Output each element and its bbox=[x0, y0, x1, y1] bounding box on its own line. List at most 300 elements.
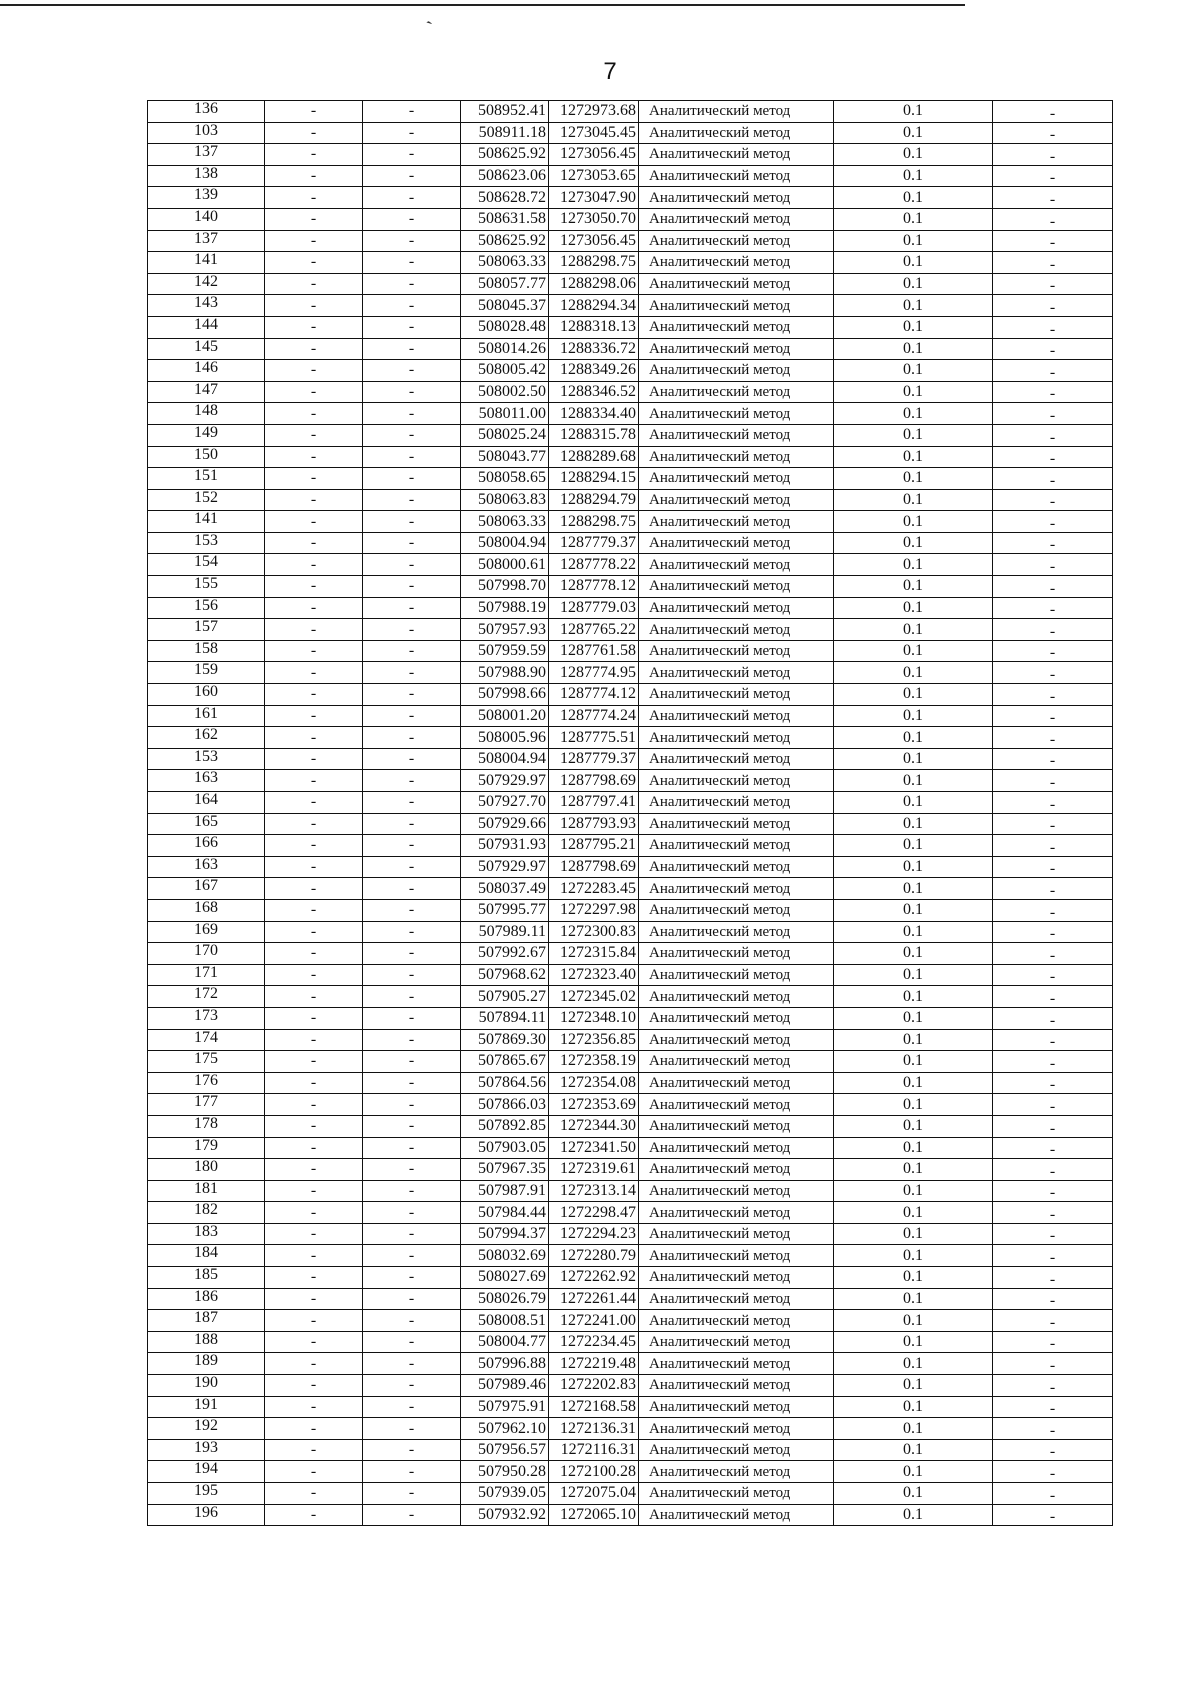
point-number-cell: 161 bbox=[148, 705, 265, 727]
empty-col-2-cell: - bbox=[265, 122, 363, 144]
table-row bbox=[148, 597, 1113, 619]
coord-x-cell: 508001.20 bbox=[461, 705, 549, 727]
table-row bbox=[148, 770, 1113, 792]
coord-x-cell: 508004.94 bbox=[461, 748, 549, 770]
method-cell: Аналитический метод bbox=[639, 554, 834, 576]
empty-col-2-cell: - bbox=[265, 748, 363, 770]
point-number-cell: 160 bbox=[148, 684, 265, 706]
accuracy-cell: 0.1 bbox=[834, 943, 993, 965]
coord-x-cell: 508625.92 bbox=[461, 144, 549, 166]
table-row bbox=[148, 360, 1113, 382]
empty-col-2-cell: - bbox=[265, 899, 363, 921]
empty-col-2-cell: - bbox=[265, 338, 363, 360]
method-cell: Аналитический метод bbox=[639, 187, 834, 209]
table-row bbox=[148, 230, 1113, 252]
coord-x-cell: 508002.50 bbox=[461, 381, 549, 403]
table-row bbox=[148, 446, 1113, 468]
table-row bbox=[148, 964, 1113, 986]
coord-y-cell: 1272219.48 bbox=[549, 1353, 639, 1375]
empty-col-3-cell: - bbox=[363, 899, 461, 921]
coord-x-cell: 507992.67 bbox=[461, 943, 549, 965]
method-cell: Аналитический метод bbox=[639, 619, 834, 641]
method-cell: Аналитический метод bbox=[639, 273, 834, 295]
coord-x-cell: 508063.33 bbox=[461, 252, 549, 274]
table-row bbox=[148, 921, 1113, 943]
empty-col-3-cell: - bbox=[363, 1461, 461, 1483]
point-number-cell: 170 bbox=[148, 943, 265, 965]
accuracy-cell: 0.1 bbox=[834, 835, 993, 857]
method-cell: Аналитический метод bbox=[639, 360, 834, 382]
coord-y-cell: 1272168.58 bbox=[549, 1396, 639, 1418]
coord-x-cell: 508005.96 bbox=[461, 727, 549, 749]
coord-y-cell: 1273053.65 bbox=[549, 165, 639, 187]
coord-x-cell: 507975.91 bbox=[461, 1396, 549, 1418]
empty-col-2-cell: - bbox=[265, 576, 363, 598]
empty-col-3-cell: - bbox=[363, 424, 461, 446]
coord-y-cell: 1287765.22 bbox=[549, 619, 639, 641]
empty-col-8-cell: - bbox=[993, 511, 1113, 533]
table-row bbox=[148, 489, 1113, 511]
empty-col-8-cell: - bbox=[993, 1310, 1113, 1332]
empty-col-3-cell: - bbox=[363, 144, 461, 166]
empty-col-3-cell: - bbox=[363, 338, 461, 360]
coord-y-cell: 1272202.83 bbox=[549, 1375, 639, 1397]
method-cell: Аналитический метод bbox=[639, 489, 834, 511]
coord-y-cell: 1272261.44 bbox=[549, 1288, 639, 1310]
point-number-cell: 178 bbox=[148, 1115, 265, 1137]
coord-x-cell: 507864.56 bbox=[461, 1072, 549, 1094]
coord-x-cell: 507959.59 bbox=[461, 640, 549, 662]
coord-y-cell: 1272283.45 bbox=[549, 878, 639, 900]
empty-col-8-cell: - bbox=[993, 1439, 1113, 1461]
coord-y-cell: 1288349.26 bbox=[549, 360, 639, 382]
coord-y-cell: 1272065.10 bbox=[549, 1504, 639, 1526]
table-row bbox=[148, 640, 1113, 662]
accuracy-cell: 0.1 bbox=[834, 1180, 993, 1202]
empty-col-2-cell: - bbox=[265, 295, 363, 317]
table-row bbox=[148, 1396, 1113, 1418]
empty-col-3-cell: - bbox=[363, 748, 461, 770]
empty-col-2-cell: - bbox=[265, 813, 363, 835]
empty-col-3-cell: - bbox=[363, 1267, 461, 1289]
method-cell: Аналитический метод bbox=[639, 1115, 834, 1137]
empty-col-2-cell: - bbox=[265, 1310, 363, 1332]
coord-x-cell: 507988.90 bbox=[461, 662, 549, 684]
empty-col-8-cell: - bbox=[993, 921, 1113, 943]
empty-col-8-cell: - bbox=[993, 1180, 1113, 1202]
empty-col-3-cell: - bbox=[363, 1310, 461, 1332]
accuracy-cell: 0.1 bbox=[834, 1245, 993, 1267]
empty-col-2-cell: - bbox=[265, 964, 363, 986]
table-row bbox=[148, 1180, 1113, 1202]
coord-x-cell: 507957.93 bbox=[461, 619, 549, 641]
empty-col-3-cell: - bbox=[363, 619, 461, 641]
empty-col-8-cell: - bbox=[993, 1288, 1113, 1310]
accuracy-cell: 0.1 bbox=[834, 576, 993, 598]
accuracy-cell: 0.1 bbox=[834, 1288, 993, 1310]
coord-x-cell: 507989.46 bbox=[461, 1375, 549, 1397]
coord-x-cell: 508004.77 bbox=[461, 1331, 549, 1353]
empty-col-2-cell: - bbox=[265, 1180, 363, 1202]
table-row bbox=[148, 1439, 1113, 1461]
empty-col-2-cell: - bbox=[265, 554, 363, 576]
empty-col-3-cell: - bbox=[363, 532, 461, 554]
accuracy-cell: 0.1 bbox=[834, 1483, 993, 1505]
coord-y-cell: 1272319.61 bbox=[549, 1159, 639, 1181]
coord-y-cell: 1273050.70 bbox=[549, 208, 639, 230]
empty-col-8-cell: - bbox=[993, 792, 1113, 814]
point-number-cell: 172 bbox=[148, 986, 265, 1008]
empty-col-3-cell: - bbox=[363, 468, 461, 490]
empty-col-3-cell: - bbox=[363, 835, 461, 857]
point-number-cell: 143 bbox=[148, 295, 265, 317]
table-row bbox=[148, 511, 1113, 533]
accuracy-cell: 0.1 bbox=[834, 511, 993, 533]
accuracy-cell: 0.1 bbox=[834, 921, 993, 943]
empty-col-8-cell: - bbox=[993, 1094, 1113, 1116]
accuracy-cell: 0.1 bbox=[834, 295, 993, 317]
method-cell: Аналитический метод bbox=[639, 943, 834, 965]
point-number-cell: 154 bbox=[148, 554, 265, 576]
empty-col-8-cell: - bbox=[993, 424, 1113, 446]
point-number-cell: 187 bbox=[148, 1310, 265, 1332]
coord-y-cell: 1287778.22 bbox=[549, 554, 639, 576]
table-row bbox=[148, 792, 1113, 814]
empty-col-2-cell: - bbox=[265, 943, 363, 965]
point-number-cell: 174 bbox=[148, 1029, 265, 1051]
coord-x-cell: 507866.03 bbox=[461, 1094, 549, 1116]
table-row bbox=[148, 273, 1113, 295]
accuracy-cell: 0.1 bbox=[834, 748, 993, 770]
table-row bbox=[148, 1159, 1113, 1181]
empty-col-8-cell: - bbox=[993, 1504, 1113, 1526]
empty-col-2-cell: - bbox=[265, 1483, 363, 1505]
empty-col-2-cell: - bbox=[265, 381, 363, 403]
coord-y-cell: 1288336.72 bbox=[549, 338, 639, 360]
coord-x-cell: 508004.94 bbox=[461, 532, 549, 554]
empty-col-8-cell: - bbox=[993, 532, 1113, 554]
coord-x-cell: 507927.70 bbox=[461, 792, 549, 814]
empty-col-2-cell: - bbox=[265, 1461, 363, 1483]
coord-x-cell: 507967.35 bbox=[461, 1159, 549, 1181]
coord-x-cell: 507968.62 bbox=[461, 964, 549, 986]
method-cell: Аналитический метод bbox=[639, 1245, 834, 1267]
coord-x-cell: 507984.44 bbox=[461, 1202, 549, 1224]
table-row bbox=[148, 684, 1113, 706]
point-number-cell: 173 bbox=[148, 1007, 265, 1029]
point-number-cell: 141 bbox=[148, 252, 265, 274]
coord-y-cell: 1287797.41 bbox=[549, 792, 639, 814]
method-cell: Аналитический метод bbox=[639, 1353, 834, 1375]
empty-col-2-cell: - bbox=[265, 1504, 363, 1526]
point-number-cell: 181 bbox=[148, 1180, 265, 1202]
empty-col-3-cell: - bbox=[363, 705, 461, 727]
table-row bbox=[148, 252, 1113, 274]
table-row bbox=[148, 1094, 1113, 1116]
method-cell: Аналитический метод bbox=[639, 165, 834, 187]
accuracy-cell: 0.1 bbox=[834, 684, 993, 706]
empty-col-2-cell: - bbox=[265, 792, 363, 814]
coord-y-cell: 1288298.75 bbox=[549, 511, 639, 533]
coord-y-cell: 1272116.31 bbox=[549, 1439, 639, 1461]
point-number-cell: 147 bbox=[148, 381, 265, 403]
empty-col-2-cell: - bbox=[265, 1072, 363, 1094]
method-cell: Аналитический метод bbox=[639, 403, 834, 425]
point-number-cell: 136 bbox=[148, 101, 265, 123]
empty-col-8-cell: - bbox=[993, 640, 1113, 662]
accuracy-cell: 0.1 bbox=[834, 403, 993, 425]
empty-col-2-cell: - bbox=[265, 208, 363, 230]
empty-col-8-cell: - bbox=[993, 1418, 1113, 1440]
coord-x-cell: 508625.92 bbox=[461, 230, 549, 252]
accuracy-cell: 0.1 bbox=[834, 101, 993, 123]
empty-col-8-cell: - bbox=[993, 1353, 1113, 1375]
empty-col-8-cell: - bbox=[993, 295, 1113, 317]
empty-col-2-cell: - bbox=[265, 1202, 363, 1224]
table-row bbox=[148, 424, 1113, 446]
empty-col-3-cell: - bbox=[363, 576, 461, 598]
point-number-cell: 145 bbox=[148, 338, 265, 360]
coord-x-cell: 507998.66 bbox=[461, 684, 549, 706]
table-row bbox=[148, 1504, 1113, 1526]
point-number-cell: 183 bbox=[148, 1223, 265, 1245]
method-cell: Аналитический метод bbox=[639, 1072, 834, 1094]
method-cell: Аналитический метод bbox=[639, 1396, 834, 1418]
table-row bbox=[148, 1288, 1113, 1310]
point-number-cell: 179 bbox=[148, 1137, 265, 1159]
empty-col-2-cell: - bbox=[265, 921, 363, 943]
empty-col-2-cell: - bbox=[265, 856, 363, 878]
table-row bbox=[148, 554, 1113, 576]
table-row bbox=[148, 403, 1113, 425]
method-cell: Аналитический метод bbox=[639, 1483, 834, 1505]
empty-col-3-cell: - bbox=[363, 943, 461, 965]
coord-x-cell: 507950.28 bbox=[461, 1461, 549, 1483]
method-cell: Аналитический метод bbox=[639, 122, 834, 144]
table-row bbox=[148, 101, 1113, 123]
coord-y-cell: 1288294.15 bbox=[549, 468, 639, 490]
table-row bbox=[148, 1310, 1113, 1332]
empty-col-8-cell: - bbox=[993, 316, 1113, 338]
empty-col-2-cell: - bbox=[265, 273, 363, 295]
method-cell: Аналитический метод bbox=[639, 144, 834, 166]
table-row bbox=[148, 144, 1113, 166]
coord-y-cell: 1272075.04 bbox=[549, 1483, 639, 1505]
accuracy-cell: 0.1 bbox=[834, 1223, 993, 1245]
accuracy-cell: 0.1 bbox=[834, 165, 993, 187]
accuracy-cell: 0.1 bbox=[834, 1353, 993, 1375]
table-row bbox=[148, 1418, 1113, 1440]
accuracy-cell: 0.1 bbox=[834, 792, 993, 814]
method-cell: Аналитический метод bbox=[639, 640, 834, 662]
coord-x-cell: 507929.97 bbox=[461, 856, 549, 878]
coord-y-cell: 1273047.90 bbox=[549, 187, 639, 209]
method-cell: Аналитический метод bbox=[639, 1418, 834, 1440]
coord-x-cell: 508025.24 bbox=[461, 424, 549, 446]
point-number-cell: 153 bbox=[148, 532, 265, 554]
empty-col-2-cell: - bbox=[265, 878, 363, 900]
coord-y-cell: 1272280.79 bbox=[549, 1245, 639, 1267]
scan-border-line bbox=[0, 4, 965, 6]
empty-col-8-cell: - bbox=[993, 1483, 1113, 1505]
coord-x-cell: 508623.06 bbox=[461, 165, 549, 187]
coord-y-cell: 1272298.47 bbox=[549, 1202, 639, 1224]
coord-x-cell: 507905.27 bbox=[461, 986, 549, 1008]
empty-col-8-cell: - bbox=[993, 273, 1113, 295]
method-cell: Аналитический метод bbox=[639, 684, 834, 706]
method-cell: Аналитический метод bbox=[639, 1202, 834, 1224]
coord-x-cell: 508032.69 bbox=[461, 1245, 549, 1267]
empty-col-3-cell: - bbox=[363, 1223, 461, 1245]
method-cell: Аналитический метод bbox=[639, 446, 834, 468]
coord-y-cell: 1272354.08 bbox=[549, 1072, 639, 1094]
table-body bbox=[148, 101, 1113, 1526]
coord-y-cell: 1287774.24 bbox=[549, 705, 639, 727]
empty-col-8-cell: - bbox=[993, 1375, 1113, 1397]
accuracy-cell: 0.1 bbox=[834, 1072, 993, 1094]
method-cell: Аналитический метод bbox=[639, 1310, 834, 1332]
method-cell: Аналитический метод bbox=[639, 252, 834, 274]
coord-x-cell: 507996.88 bbox=[461, 1353, 549, 1375]
coord-y-cell: 1272348.10 bbox=[549, 1007, 639, 1029]
method-cell: Аналитический метод bbox=[639, 1331, 834, 1353]
accuracy-cell: 0.1 bbox=[834, 619, 993, 641]
empty-col-8-cell: - bbox=[993, 381, 1113, 403]
method-cell: Аналитический метод bbox=[639, 1223, 834, 1245]
coord-x-cell: 508057.77 bbox=[461, 273, 549, 295]
table-row bbox=[148, 1461, 1113, 1483]
point-number-cell: 152 bbox=[148, 489, 265, 511]
method-cell: Аналитический метод bbox=[639, 1180, 834, 1202]
empty-col-8-cell: - bbox=[993, 835, 1113, 857]
point-number-cell: 137 bbox=[148, 230, 265, 252]
accuracy-cell: 0.1 bbox=[834, 554, 993, 576]
empty-col-8-cell: - bbox=[993, 1461, 1113, 1483]
coord-x-cell: 507869.30 bbox=[461, 1029, 549, 1051]
empty-col-3-cell: - bbox=[363, 1029, 461, 1051]
empty-col-8-cell: - bbox=[993, 1245, 1113, 1267]
coord-y-cell: 1288315.78 bbox=[549, 424, 639, 446]
accuracy-cell: 0.1 bbox=[834, 208, 993, 230]
point-number-cell: 146 bbox=[148, 360, 265, 382]
table-row bbox=[148, 316, 1113, 338]
coord-x-cell: 508005.42 bbox=[461, 360, 549, 382]
method-cell: Аналитический метод bbox=[639, 770, 834, 792]
empty-col-8-cell: - bbox=[993, 597, 1113, 619]
empty-col-8-cell: - bbox=[993, 619, 1113, 641]
empty-col-3-cell: - bbox=[363, 1051, 461, 1073]
accuracy-cell: 0.1 bbox=[834, 1418, 993, 1440]
table-row bbox=[148, 813, 1113, 835]
table-row bbox=[148, 1223, 1113, 1245]
page-number: 7 bbox=[603, 58, 617, 85]
coord-y-cell: 1272344.30 bbox=[549, 1115, 639, 1137]
accuracy-cell: 0.1 bbox=[834, 273, 993, 295]
empty-col-8-cell: - bbox=[993, 1072, 1113, 1094]
table-row bbox=[148, 899, 1113, 921]
coord-x-cell: 508043.77 bbox=[461, 446, 549, 468]
coord-y-cell: 1272241.00 bbox=[549, 1310, 639, 1332]
empty-col-3-cell: - bbox=[363, 597, 461, 619]
empty-col-3-cell: - bbox=[363, 1504, 461, 1526]
empty-col-2-cell: - bbox=[265, 1375, 363, 1397]
coord-x-cell: 507931.93 bbox=[461, 835, 549, 857]
point-number-cell: 176 bbox=[148, 1072, 265, 1094]
empty-col-3-cell: - bbox=[363, 770, 461, 792]
method-cell: Аналитический метод bbox=[639, 835, 834, 857]
empty-col-8-cell: - bbox=[993, 165, 1113, 187]
coord-x-cell: 508631.58 bbox=[461, 208, 549, 230]
empty-col-3-cell: - bbox=[363, 1115, 461, 1137]
method-cell: Аналитический метод bbox=[639, 576, 834, 598]
coord-y-cell: 1272313.14 bbox=[549, 1180, 639, 1202]
point-number-cell: 182 bbox=[148, 1202, 265, 1224]
empty-col-3-cell: - bbox=[363, 273, 461, 295]
coord-y-cell: 1272300.83 bbox=[549, 921, 639, 943]
table-row bbox=[148, 943, 1113, 965]
coord-x-cell: 508008.51 bbox=[461, 1310, 549, 1332]
coord-y-cell: 1287779.37 bbox=[549, 748, 639, 770]
empty-col-2-cell: - bbox=[265, 1439, 363, 1461]
empty-col-8-cell: - bbox=[993, 122, 1113, 144]
empty-col-8-cell: - bbox=[993, 187, 1113, 209]
method-cell: Аналитический метод bbox=[639, 295, 834, 317]
accuracy-cell: 0.1 bbox=[834, 1439, 993, 1461]
scan-speck: ˋ bbox=[423, 15, 440, 42]
table-row bbox=[148, 705, 1113, 727]
point-number-cell: 175 bbox=[148, 1051, 265, 1073]
accuracy-cell: 0.1 bbox=[834, 446, 993, 468]
coord-y-cell: 1287798.69 bbox=[549, 856, 639, 878]
empty-col-8-cell: - bbox=[993, 489, 1113, 511]
empty-col-2-cell: - bbox=[265, 1029, 363, 1051]
method-cell: Аналитический метод bbox=[639, 899, 834, 921]
table-row bbox=[148, 748, 1113, 770]
empty-col-8-cell: - bbox=[993, 899, 1113, 921]
empty-col-2-cell: - bbox=[265, 1223, 363, 1245]
method-cell: Аналитический метод bbox=[639, 101, 834, 123]
coord-x-cell: 508037.49 bbox=[461, 878, 549, 900]
point-number-cell: 194 bbox=[148, 1461, 265, 1483]
empty-col-8-cell: - bbox=[993, 468, 1113, 490]
point-number-cell: 158 bbox=[148, 640, 265, 662]
coord-x-cell: 508000.61 bbox=[461, 554, 549, 576]
coord-y-cell: 1272234.45 bbox=[549, 1331, 639, 1353]
empty-col-2-cell: - bbox=[265, 424, 363, 446]
accuracy-cell: 0.1 bbox=[834, 899, 993, 921]
coord-y-cell: 1272341.50 bbox=[549, 1137, 639, 1159]
point-number-cell: 144 bbox=[148, 316, 265, 338]
point-number-cell: 192 bbox=[148, 1418, 265, 1440]
point-number-cell: 195 bbox=[148, 1483, 265, 1505]
method-cell: Аналитический метод bbox=[639, 856, 834, 878]
empty-col-8-cell: - bbox=[993, 1223, 1113, 1245]
empty-col-3-cell: - bbox=[363, 187, 461, 209]
coord-x-cell: 508628.72 bbox=[461, 187, 549, 209]
empty-col-8-cell: - bbox=[993, 1007, 1113, 1029]
empty-col-8-cell: - bbox=[993, 727, 1113, 749]
empty-col-8-cell: - bbox=[993, 144, 1113, 166]
coord-x-cell: 508027.69 bbox=[461, 1267, 549, 1289]
coord-x-cell: 508045.37 bbox=[461, 295, 549, 317]
empty-col-8-cell: - bbox=[993, 1051, 1113, 1073]
method-cell: Аналитический метод bbox=[639, 468, 834, 490]
accuracy-cell: 0.1 bbox=[834, 770, 993, 792]
empty-col-2-cell: - bbox=[265, 1007, 363, 1029]
coord-x-cell: 508028.48 bbox=[461, 316, 549, 338]
accuracy-cell: 0.1 bbox=[834, 705, 993, 727]
accuracy-cell: 0.1 bbox=[834, 338, 993, 360]
